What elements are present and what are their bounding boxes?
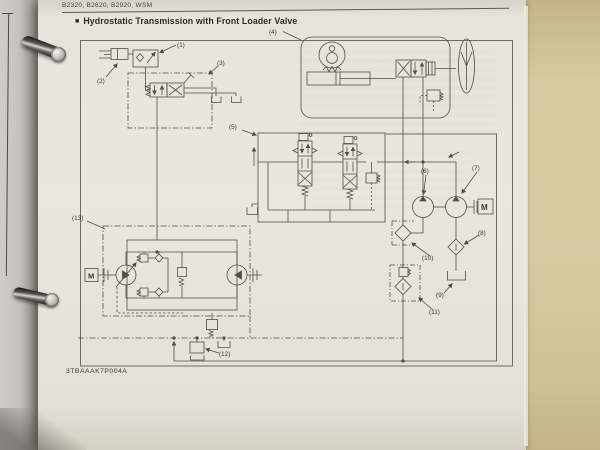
control-valve-spool-symbol [146, 73, 241, 241]
callout-11-label: (11) [429, 309, 440, 316]
callout-3-label: (3) [217, 60, 225, 67]
binder-grommet-top [51, 47, 66, 62]
callout-12-label: (12) [219, 351, 231, 358]
callout-13-label: (13) [72, 215, 84, 222]
callout-10-label: (10) [422, 255, 434, 262]
hydraulic-cylinder-symbol [99, 49, 128, 78]
power-steering-symbol [283, 32, 475, 226]
callout-1-label: (1) [177, 42, 185, 49]
figure-code: 3TBAAAK7P004A [66, 368, 128, 375]
tank-symbol [247, 208, 258, 215]
callouts [72, 29, 488, 358]
pump-3point-symbol [434, 172, 478, 218]
steering-wheel [459, 39, 475, 93]
engine-motor-box [467, 199, 494, 214]
oil-filter-hst-symbol [390, 265, 433, 362]
callout-7-label: (7) [472, 165, 480, 172]
transmission-case-symbol [444, 271, 466, 293]
section-bullet-icon: ■ [75, 18, 80, 25]
hst-input-motor-label: M [88, 271, 95, 281]
page-title-text: Hydrostatic Transmission with Front Loader Valve [83, 16, 298, 26]
callout-8-label: (8) [478, 230, 486, 237]
tank-symbol [232, 97, 242, 103]
page-header: B2320, B2620, B2920, WSM [62, 2, 153, 9]
callout-9-label: (9) [436, 292, 444, 299]
callout-2-label: (2) [97, 78, 105, 85]
hst-symbol [85, 221, 262, 338]
engine-motor-label: M [481, 203, 488, 212]
tank-symbol [218, 341, 230, 348]
binder-grommet-bottom [45, 293, 59, 307]
oil-filter-symbol [448, 218, 479, 272]
callout-6-label: (6) [421, 168, 429, 175]
tank-symbol [212, 97, 222, 103]
front-loader-valve-symbol [242, 130, 385, 222]
callout-4-label: (4) [269, 29, 277, 36]
callout-5-label: (5) [229, 124, 237, 131]
tank-symbol [191, 356, 205, 361]
clutch-housing-symbol [78, 313, 403, 360]
